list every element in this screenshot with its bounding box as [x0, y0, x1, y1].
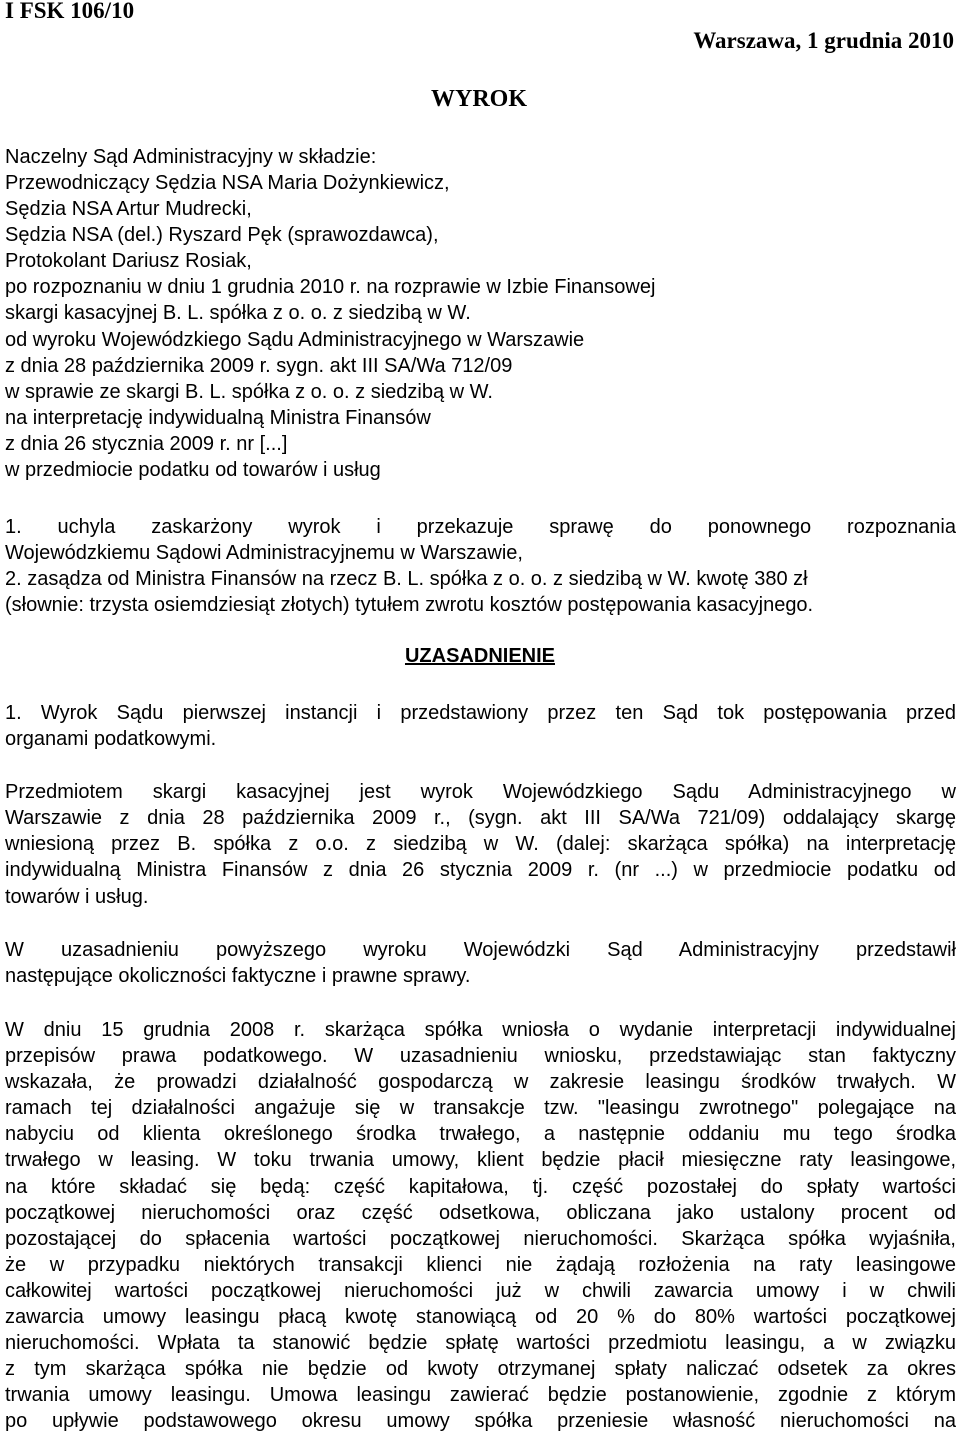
sentence-line: 1. uchyla zaskarżony wyrok i przekazuje sprawę do ponownego rozpoznania — [5, 516, 956, 538]
paragraph-line: towarów i usług. — [5, 886, 149, 908]
paragraph-line: W uzasadnieniu powyższego wyroku Wojewódzki Sąd Administracyjny przedstawił — [5, 939, 956, 961]
paragraph-line: na które składać się będą: część kapitałowa, tj. część pozostałej do spłaty wartości — [5, 1176, 956, 1198]
composition-line: Sędzia NSA (del.) Ryszard Pęk (sprawozdawca), — [5, 224, 439, 246]
composition-line: na interpretację indywidualną Ministra Finansów — [5, 407, 431, 429]
paragraph-line: indywidualną Ministra Finansów z dnia 26 stycznia 2009 r. (nr ...) w przedmiocie podatku od — [5, 859, 956, 881]
composition-line: po rozpoznaniu w dniu 1 grudnia 2010 r. na rozprawie w Izbie Finansowej — [5, 276, 656, 298]
paragraph-line: 1. Wyrok Sądu pierwszej instancji i przedstawiony przez ten Sąd tok postępowania przed — [5, 702, 956, 724]
paragraph-line: zawarcia umowy leasingu płacą kwotę stanowiącą od 20 % do 80% wartości początkowej — [5, 1306, 956, 1328]
paragraph-line: że w przypadku niektórych transakcji klienci nie żądają rozłożenia na raty leasingowe — [5, 1254, 956, 1276]
paragraph-line: pozostającej do spłacenia wartości początkowej nieruchomości. Skarżąca spółka wyjaśniła, — [5, 1228, 956, 1250]
sentence-line: (słownie: trzysta osiemdziesiąt złotych) tytułem zwrotu kosztów postępowania kasacyjnego. — [5, 594, 814, 616]
paragraph-line: początkowej nieruchomości oraz część odsetkowa, obliczana jako ustalony procent od — [5, 1202, 956, 1224]
paragraph-line: organami podatkowymi. — [5, 728, 217, 750]
case-number: I FSK 106/10 — [5, 0, 135, 23]
composition-line: Przewodniczący Sędzia NSA Maria Dożynkiewicz, — [5, 172, 450, 194]
composition-line: w przedmiocie podatku od towarów i usług — [5, 459, 381, 481]
composition-line: Naczelny Sąd Administracyjny w składzie: — [5, 146, 377, 168]
paragraph-line: przepisów prawa podatkowego. W uzasadnieniu wniosku, przedstawiając stan faktyczny — [5, 1045, 956, 1067]
composition-line: w sprawie ze skargi B. L. spółka z o. o. z siedzibą w W. — [5, 381, 493, 403]
paragraph-line: wskazała, że prowadzi działalność gospodarczą w zakresie leasingu środków trwałych. W — [5, 1071, 956, 1093]
paragraph-line: następujące okoliczności faktyczne i prawne sprawy. — [5, 965, 471, 987]
composition-line: skargi kasacyjnej B. L. spółka z o. o. z siedzibą w W. — [5, 302, 471, 324]
composition-line: z dnia 26 stycznia 2009 r. nr [...] — [5, 433, 288, 455]
composition-line: od wyroku Wojewódzkiego Sądu Administracyjnego w Warszawie — [5, 329, 585, 351]
paragraph-line: W dniu 15 grudnia 2008 r. skarżąca spółka wniosła o wydanie interpretacji indywidualnej — [5, 1019, 956, 1041]
paragraph-line: ramach tej działalności angażuje się w transakcje tzw. "leasingu zwrotnego" polegające na — [5, 1097, 956, 1119]
sentence-line: Wojewódzkiemu Sądowi Administracyjnemu w Warszawie, — [5, 542, 523, 564]
paragraph-line: z tym skarżąca spółka nie będzie od kwoty otrzymanej spłaty naliczać odsetek za okres — [5, 1358, 956, 1380]
paragraph-line: Warszawie z dnia 28 października 2009 r., (sygn. akt III SA/Wa 721/09) oddalający skargę — [5, 807, 956, 829]
reasons-heading: UZASADNIENIE — [404, 645, 555, 667]
sentence-line: 2. zasądza od Ministra Finansów na rzecz B. L. spółka z o. o. z siedzibą w W. kwotę 380 zł — [5, 568, 808, 590]
date-place: Warszawa, 1 grudnia 2010 — [693, 28, 954, 53]
paragraph-line: Przedmiotem skargi kasacyjnej jest wyrok Wojewódzkiego Sądu Administracyjnego w — [5, 781, 956, 803]
paragraph-line: wniesioną przez B. spółka z o.o. z siedzibą w W. (dalej: skarżąca spółka) na interpretację — [5, 833, 956, 855]
paragraph-line: nieruchomości. Wpłata ta stanowić będzie spłatę wartości przedmiotu leasingu, a w związku — [5, 1332, 956, 1354]
paragraph-line: trwania umowy leasingu. Umowa leasingu zawierać będzie postanowienie, zgodnie z którym — [5, 1384, 956, 1406]
paragraph-line: po upływie podstawowego okresu umowy spółka przeniesie własność nieruchomości na — [5, 1410, 956, 1432]
document-title: WYROK — [431, 86, 527, 112]
paragraph-line: trwałego w leasing. W toku trwania umowy, klient będzie płacił miesięczne raty leasingowe, — [5, 1149, 956, 1171]
composition-line: Protokolant Dariusz Rosiak, — [5, 250, 252, 272]
composition-line: Sędzia NSA Artur Mudrecki, — [5, 198, 252, 220]
paragraph-line: nabyciu od klienta określonego środka trwałego, a następnie oddaniu mu tego środka — [5, 1123, 956, 1145]
paragraph-line: całkowitej wartości początkowej nieruchomości już w chwili zawarcia umowy i w chwili — [5, 1280, 956, 1302]
composition-line: z dnia 28 października 2009 r. sygn. akt III SA/Wa 712/09 — [5, 355, 513, 377]
